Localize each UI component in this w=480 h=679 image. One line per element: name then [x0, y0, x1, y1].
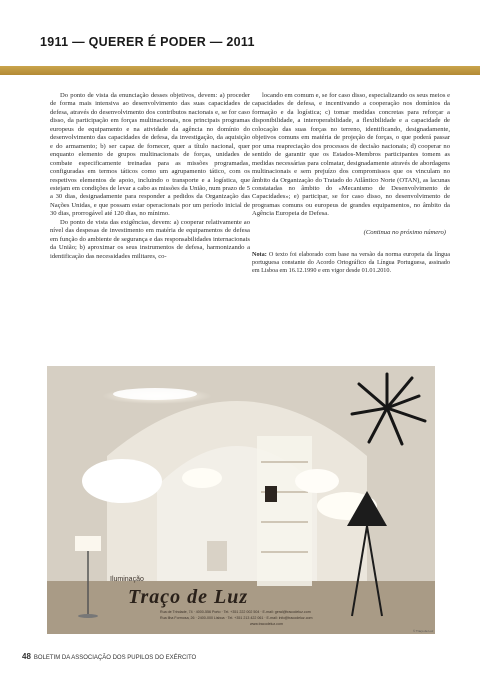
right-column	[252, 92, 450, 275]
page-title: 1911 — QUERER É PODER — 2011	[40, 35, 255, 49]
ad-address-lisboa: Rua Ilha Formosa, 26 · 2400-000 Lisboa · Tel. +351 213 422 061 · E-mail: info@tracodeluz.com	[160, 616, 313, 620]
ad-website: www.tracodeluz.com	[250, 622, 283, 626]
left-column	[50, 92, 250, 261]
paragraph-exigencias: Do ponto de vista das exigências, devem: a) cooperar relativamente ao nível das despesas de investimento em matéria de equipamentos de defesa em função do ambiente de segurança e das responsabilidades internacionais da União; b) aproximar os seus instrumentos de defesa, harmonizando a identificação das necessidades militares, co-	[50, 218, 250, 260]
ad-logo: Traço de Luz	[128, 586, 249, 608]
orthography-note	[252, 251, 450, 275]
paragraph-continuation: locando em comum e, se for caso disso, especializando os seus meios e capacidades de defesa, e incentivando a cooperação nos domínios da formação e da logística; c) tomar medidas concretas para reforçar a disponibilidade, a interoperabilidade, a flexibilidade e a capacidade de colocação das suas forças no terreno, identificando, designadamente, objetivos comuns em matéria de projeção de forças, o que poderá passar por uma reapreciação dos processos de decisão nacionais; d) cooperar no sentido de garantir que os Estados-Membros participantes tomem as medidas necessárias para colmatar, designadamente através de abordagens multinacionais e sem prejuízo dos compromissos que os vinculam no âmbito da Organização do Tratado do Atlântico Norte (OTAN), as lacunas constatadas no âmbito do «Mecanismo de Desenvolvimento de Capacidades»; e) participar, se for caso disso, no desenvolvimento de programas comuns ou europeus de grandes equipamentos, no âmbito da Agência Europeia de Defesa.	[252, 92, 450, 218]
note-label: Nota:	[252, 251, 267, 259]
page-number: 48	[22, 652, 31, 661]
paragraph-objetivos: Do ponto de vista da enunciação desses objetivos, devem: a) proceder de forma mais intensiva ao desenvolvimento das suas capacidades de defesa, através do desenvolvimento dos contributos nacionais e, se for caso disso, da participação em forças multinacionais, nos principais programas europeus de equipamento e na atividade da agência no domínio do desenvolvimento das capacidades de defesa, da investigação, da aquisição e do armamento; b) ser capaz de fornecer, quer a título nacional, quer enquanto elemento de grupos multinacionais de forças, unidades de combate especificamente treinadas para as missões programadas, configuradas em termos táticos como um agrupamento tático, com os respetivos elementos de apoio, incluindo o transporte e a logística, que estejam em condições de levar a cabo as missões da União, num prazo de 5 a 30 dias, designadamente para responder a pedidos da Organização das Nações Unidas, e que possam estar operacionais por um período inicial de 30 dias, prorrogável até 120 dias, no mínimo.	[50, 92, 250, 218]
page-footer	[22, 652, 196, 661]
note-text: O texto foi elaborado com base na versão da norma europeia da língua portuguesa constante do Acordo Ortográfico da Língua Portuguesa, assinado em Lisboa em 16.12.1990 e em vigor desde 01.01.2010.	[252, 251, 450, 275]
ad-address-porto: Rua de Trindade, 74 · 4000-556 Porto · Tel. +351 222 002 504 · E-mail: geral@tracodeluz.com	[160, 610, 311, 614]
ad-logo-subtitle: Iluminação	[110, 576, 144, 583]
photo-credit: © Traço de Luz	[413, 629, 434, 633]
header-bar	[0, 66, 480, 75]
publication-name: BOLETIM DA ASSOCIAÇÃO DOS PUPILOS DO EXÉRCITO	[33, 655, 197, 661]
continued-notice: (Continua no próximo número)	[363, 228, 446, 236]
